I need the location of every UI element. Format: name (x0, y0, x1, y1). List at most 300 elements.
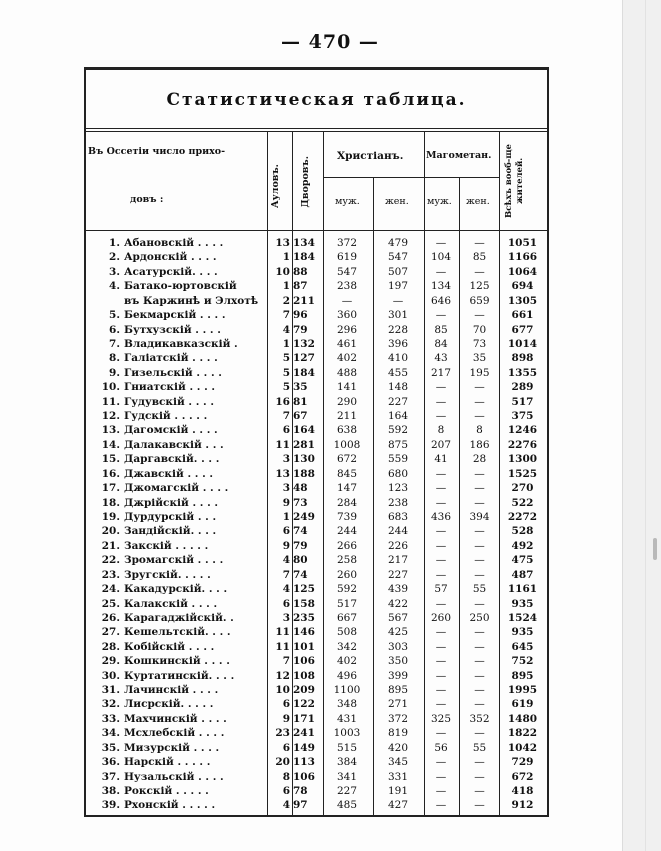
christian-female: 479 (387, 237, 409, 249)
christian-female: 238 (387, 496, 409, 509)
header-mohammedans: Магометан. (426, 150, 492, 161)
mohammedan-female: 70 (472, 323, 487, 336)
dvors-count: 96 (293, 309, 308, 322)
auls-count: 3 (282, 453, 290, 466)
row-number: 13. (101, 424, 120, 437)
christian-male: 341 (336, 770, 358, 783)
christian-female: 427 (387, 799, 409, 812)
parish-name: Асатурскій. . . . (124, 265, 218, 278)
mohammedan-male: — (435, 626, 447, 639)
row-number: 26. (101, 611, 120, 624)
mohammedan-male: — (435, 568, 447, 581)
parish-name: Закскій . . . . . (124, 539, 209, 552)
auls-count: 9 (282, 712, 290, 725)
auls-count: 12 (275, 669, 290, 682)
christian-male: 547 (336, 265, 358, 278)
mohammedan-female: — (474, 237, 485, 249)
dvors-count: 108 (293, 669, 315, 682)
auls-count: 7 (282, 410, 290, 423)
auls-count: 10 (275, 265, 290, 278)
auls-count: 13 (275, 237, 290, 249)
mohammedan-male: — (435, 482, 447, 495)
mohammedan-female: 394 (469, 510, 490, 523)
table-row (86, 409, 547, 423)
mohammedan-female: — (474, 784, 485, 797)
dvors-count: 249 (293, 510, 315, 523)
mohammedan-male: 56 (434, 741, 448, 754)
auls-count: 5 (282, 366, 290, 379)
total-inhabitants: 672 (511, 770, 534, 783)
christian-female: 148 (387, 381, 409, 394)
mohammedan-male: 325 (430, 712, 452, 725)
christian-male: 1100 (333, 684, 361, 697)
mohammedan-female: — (474, 698, 485, 711)
mohammedan-female: 85 (472, 251, 487, 264)
parish-name: Мсхлебскій . . . . (124, 727, 225, 740)
dvors-count: 74 (293, 568, 308, 581)
christian-male: 592 (336, 583, 358, 596)
row-number: 14. (101, 438, 120, 451)
auls-count: 7 (282, 309, 290, 322)
mohammedan-male: — (435, 799, 447, 812)
mohammedan-female: — (474, 669, 485, 682)
row-number: 11. (101, 395, 120, 408)
christian-male: 845 (336, 467, 358, 480)
parish-name: Какадурскій. . . . (124, 583, 228, 596)
auls-count: 6 (282, 424, 290, 437)
mohammedan-male: 8 (437, 424, 445, 437)
mohammedan-male: 134 (430, 280, 452, 293)
dvors-count: 241 (293, 727, 315, 740)
table-row (86, 798, 547, 812)
mohammedan-female: — (474, 568, 485, 581)
dvors-count: 281 (293, 438, 315, 451)
mohammedan-male: 84 (434, 337, 448, 350)
table-row (86, 380, 547, 394)
table-row (86, 294, 547, 308)
mohammedan-female: 352 (469, 712, 490, 725)
total-inhabitants: 1300 (507, 453, 538, 466)
total-inhabitants: 528 (511, 525, 534, 538)
total-inhabitants: 522 (511, 496, 534, 509)
total-inhabitants: 935 (511, 626, 534, 639)
auls-count: 1 (282, 510, 290, 523)
dvors-count: 79 (293, 323, 308, 336)
table-row (86, 568, 547, 582)
row-number: 36. (101, 756, 120, 769)
auls-count: 9 (282, 496, 290, 509)
mohammedan-female: 195 (469, 366, 490, 379)
dvors-count: 164 (293, 424, 315, 437)
table-row (86, 755, 547, 769)
mohammedan-female: 659 (469, 294, 490, 307)
christian-male: 284 (336, 496, 358, 509)
mohammedan-female: — (474, 770, 485, 783)
parish-name: Дагомскій . . . . (124, 424, 218, 437)
christian-male: 266 (336, 539, 358, 552)
christian-male: 372 (336, 237, 358, 249)
christian-female: — (392, 294, 404, 307)
christian-female: 425 (387, 626, 409, 639)
christian-female: 271 (387, 698, 409, 711)
header-bottom-rule (86, 230, 547, 231)
christian-female: 331 (387, 770, 409, 783)
dvors-count: 81 (293, 395, 308, 408)
row-number: 35. (101, 741, 120, 754)
total-inhabitants: 677 (511, 323, 534, 336)
christian-male: 360 (336, 309, 358, 322)
mohammedan-female: 55 (472, 583, 487, 596)
christian-female: 819 (387, 727, 409, 740)
scrollbar[interactable] (622, 0, 661, 851)
christian-male: 1008 (333, 438, 361, 451)
row-number: 17. (101, 482, 120, 495)
christian-female: 455 (387, 366, 409, 379)
row-number: 23. (101, 568, 120, 581)
christian-female: 227 (387, 568, 409, 581)
christian-male: 1003 (333, 727, 361, 740)
mohammedan-female: 125 (469, 280, 490, 293)
dvors-count: 78 (293, 784, 308, 797)
mohammedan-female: — (474, 554, 485, 567)
christian-male: 485 (336, 799, 358, 812)
dvors-count: 48 (293, 482, 308, 495)
christian-female: 372 (387, 712, 409, 725)
auls-count: 4 (282, 583, 290, 596)
christian-female: 191 (387, 784, 409, 797)
auls-count: 9 (282, 539, 290, 552)
table-row (86, 640, 547, 654)
christian-female: 895 (387, 684, 409, 697)
row-number: 5. (109, 309, 120, 322)
table-row (86, 337, 547, 351)
mohammedan-male: — (435, 770, 447, 783)
total-inhabitants: 1064 (507, 265, 538, 278)
dvors-count: 88 (293, 265, 308, 278)
parish-name: Ардонскій . . . . (124, 251, 217, 264)
auls-count: 6 (282, 525, 290, 538)
total-inhabitants: 895 (511, 669, 534, 682)
auls-count: 13 (275, 467, 290, 480)
christian-male: 672 (336, 453, 358, 466)
row-number: 37. (101, 770, 120, 783)
christian-female: 303 (387, 640, 409, 653)
table-row (86, 366, 547, 380)
christian-female: 592 (387, 424, 409, 437)
parish-name: Кошкинскій . . . . (124, 655, 230, 668)
table-row (86, 395, 547, 409)
auls-count: 6 (282, 597, 290, 610)
christian-female: 559 (387, 453, 409, 466)
auls-count: 2 (282, 294, 290, 307)
mohammedan-male: — (435, 395, 447, 408)
dvors-count: 130 (293, 453, 315, 466)
mohammedan-female: — (474, 395, 485, 408)
total-inhabitants: 935 (511, 597, 534, 610)
table-row (86, 784, 547, 798)
dvors-count: 158 (293, 597, 315, 610)
mohammedan-female: 28 (472, 453, 487, 466)
mohammedan-female: — (474, 626, 485, 639)
christian-male: 402 (336, 352, 358, 365)
total-inhabitants: 661 (511, 309, 534, 322)
christian-female: 422 (387, 597, 409, 610)
dvors-count: 134 (293, 237, 315, 249)
mohammedan-female: — (474, 756, 485, 769)
christian-male: 384 (336, 756, 358, 769)
auls-count: 11 (275, 626, 290, 639)
parish-name: Зромагскій . . . . (124, 554, 224, 567)
parish-name: Гизельскій . . . . (124, 366, 222, 379)
parish-name: Кобійскій . . . . (124, 640, 215, 653)
mohammedan-male: — (435, 655, 447, 668)
total-inhabitants: 475 (511, 554, 534, 567)
auls-count: 1 (282, 251, 290, 264)
header-top-rule-double (86, 131, 547, 132)
dvors-count: 146 (293, 626, 315, 639)
christian-female: 567 (387, 611, 409, 624)
auls-count: 5 (282, 352, 290, 365)
christian-female: 410 (387, 352, 409, 365)
parish-name: Даргавскій. . . . (124, 453, 220, 466)
total-inhabitants: 1014 (507, 337, 538, 350)
auls-count: 4 (282, 799, 290, 812)
mohammedan-male: 57 (434, 583, 448, 596)
mohammedan-male: — (435, 410, 447, 423)
row-number: 2. (109, 251, 120, 264)
dvors-count: 35 (293, 381, 308, 394)
total-inhabitants: 752 (511, 655, 534, 668)
dvors-count: 127 (293, 352, 315, 365)
row-number: 15. (101, 453, 120, 466)
parish-name: Нузальскій . . . . (124, 770, 224, 783)
row-number: 3. (109, 265, 120, 278)
row-number: 4. (109, 280, 120, 293)
mohammedan-male: 260 (430, 611, 452, 624)
parish-name: Куртатинскій. . . . (124, 669, 235, 682)
christian-male: 402 (336, 655, 358, 668)
total-inhabitants: 1995 (507, 684, 538, 697)
dvors-count: 209 (293, 684, 315, 697)
table-title: Статистическая таблица. (166, 90, 467, 110)
mohammedan-male: 85 (434, 323, 448, 336)
row-number: 21. (101, 539, 120, 552)
dvors-count: 79 (293, 539, 308, 552)
mohammedan-male: — (435, 727, 447, 740)
parish-name: Гниатскій . . . . (124, 381, 216, 394)
christian-male: 667 (336, 611, 358, 624)
dvors-count: 125 (293, 583, 315, 596)
total-inhabitants: 1355 (507, 366, 538, 379)
mohammedan-male: 217 (430, 366, 452, 379)
christian-male: 290 (336, 395, 358, 408)
christian-female: 547 (387, 251, 409, 264)
table-row (86, 438, 547, 452)
row-number: 27. (101, 626, 120, 639)
christian-male: 431 (336, 712, 358, 725)
table-row (86, 770, 547, 784)
total-inhabitants: 270 (511, 482, 534, 495)
christian-male: 342 (336, 640, 358, 653)
auls-count: 1 (282, 337, 290, 350)
parish-name: Нарскій . . . . . (124, 756, 211, 769)
christian-male: 260 (336, 568, 358, 581)
total-inhabitants: 1822 (507, 727, 538, 740)
row-number: 9. (109, 366, 120, 379)
mohammedan-female: — (474, 265, 485, 278)
christian-male: 141 (336, 381, 358, 394)
parish-name: Калакскій . . . . (124, 597, 218, 610)
christian-male: — (341, 294, 353, 307)
table-row (86, 712, 547, 726)
total-inhabitants: 1051 (507, 237, 538, 249)
mohammedan-male: — (435, 381, 447, 394)
total-inhabitants: 1480 (507, 712, 538, 725)
christian-male: 508 (336, 626, 358, 639)
christian-male: 517 (336, 597, 358, 610)
mohammedan-female: — (474, 410, 485, 423)
row-number: 19. (101, 510, 120, 523)
header-christian-male: муж. (335, 196, 360, 207)
table-row (86, 597, 547, 611)
table-row (86, 481, 547, 495)
row-number: 39. (101, 799, 120, 812)
mohammedan-female: — (474, 727, 485, 740)
christian-female: 680 (387, 467, 409, 480)
parish-name: Лисрскій. . . . . (124, 698, 214, 711)
christian-female: 123 (387, 482, 409, 495)
parish-name: Батако-юртовскій (124, 280, 237, 293)
dvors-count: 122 (293, 698, 315, 711)
mohammedan-male: 646 (430, 294, 452, 307)
table-row (86, 496, 547, 510)
parish-name: Владикавказскій . (124, 337, 238, 350)
row-number: 7. (109, 337, 120, 350)
mohammedan-male: — (435, 698, 447, 711)
dvors-count: 74 (293, 525, 308, 538)
row-number: 1. (109, 237, 120, 249)
row-number: 25. (101, 597, 120, 610)
parish-name: Джомагскій . . . . (124, 482, 229, 495)
total-inhabitants: 289 (511, 381, 534, 394)
table-row (86, 697, 547, 711)
parish-name: Зандійскій. . . . (124, 525, 217, 538)
total-inhabitants: 898 (511, 352, 534, 365)
parish-name: Рокскій . . . . . (124, 784, 209, 797)
mohammedan-female: — (474, 799, 485, 812)
scrollbar-track (645, 0, 646, 851)
row-number: 33. (101, 712, 120, 725)
dvors-count: 67 (293, 410, 308, 423)
christian-female: 227 (387, 395, 409, 408)
mohammedan-female: — (474, 640, 485, 653)
table-row (86, 611, 547, 625)
dvors-count: 132 (293, 337, 315, 350)
dvors-count: 235 (293, 611, 315, 624)
christian-male: 488 (336, 366, 358, 379)
total-inhabitants: 1524 (507, 611, 538, 624)
header-auls: Ауловъ. (270, 164, 281, 209)
dvors-count: 184 (293, 251, 315, 264)
mohammedan-female: 8 (476, 424, 483, 437)
parish-name: Галіатскій . . . . (124, 352, 218, 365)
parish-name: Далакавскій . . . (124, 438, 224, 451)
auls-count: 3 (282, 482, 290, 495)
table-row (86, 308, 547, 322)
total-inhabitants: 2276 (507, 438, 538, 451)
mohammedan-male: 207 (430, 438, 452, 451)
mohammedan-male: — (435, 756, 447, 769)
christian-female: 420 (387, 741, 409, 754)
mohammedan-female: 186 (469, 438, 490, 451)
table-row (86, 669, 547, 683)
dvors-count: 101 (293, 640, 315, 653)
auls-count: 20 (275, 756, 290, 769)
christian-male: 496 (336, 669, 358, 682)
mohammedan-male: — (435, 309, 447, 322)
row-number: 10. (101, 381, 120, 394)
auls-count: 16 (275, 395, 290, 408)
header-mohammedan-female: жен. (466, 196, 490, 207)
mohammedan-female: 250 (469, 611, 490, 624)
scrollbar-thumb[interactable] (653, 538, 657, 560)
dvors-count: 106 (293, 655, 315, 668)
auls-count: 6 (282, 698, 290, 711)
auls-count: 3 (282, 611, 290, 624)
christian-female: 164 (387, 410, 409, 423)
mohammedan-female: 35 (472, 352, 487, 365)
total-inhabitants: 1161 (507, 583, 538, 596)
mohammedan-female: — (474, 539, 485, 552)
total-inhabitants: 694 (511, 280, 534, 293)
parish-name: Карагаджійскій. . (124, 611, 234, 624)
header-parish-line2: довъ : (130, 194, 164, 205)
auls-count: 11 (275, 640, 290, 653)
statistics-table (84, 67, 549, 817)
mohammedan-female: — (474, 496, 485, 509)
parish-name: Бутхузскій . . . . (124, 323, 221, 336)
row-number: 12. (101, 410, 120, 423)
header-parish-line1: Въ Оссетіи число прихо- (88, 146, 226, 157)
mohammedan-male: — (435, 597, 447, 610)
parish-name: Мизурскій . . . . (124, 741, 220, 754)
table-row (86, 741, 547, 755)
total-inhabitants: 1166 (507, 251, 538, 264)
table-row (86, 625, 547, 639)
auls-count: 10 (275, 684, 290, 697)
total-inhabitants: 492 (511, 539, 534, 552)
mohammedan-male: — (435, 640, 447, 653)
total-inhabitants: 1246 (507, 424, 538, 437)
mohammedan-male: 104 (430, 251, 452, 264)
parish-name: Дурдурскій . . . (124, 510, 217, 523)
total-inhabitants: 375 (511, 410, 534, 423)
dvors-count: 87 (293, 280, 308, 293)
christian-female: 875 (387, 438, 409, 451)
dvors-count: 97 (293, 799, 308, 812)
header-christian-female: жен. (385, 196, 409, 207)
parish-name: Зругскій. . . . . (124, 568, 211, 581)
christian-female: 228 (387, 323, 409, 336)
row-number: 24. (101, 583, 120, 596)
christian-female: 683 (387, 510, 409, 523)
parish-name: Кешельтскій. . . . (124, 626, 231, 639)
mohammedan-female: — (474, 482, 485, 495)
mohammedan-female: — (474, 309, 485, 322)
dvors-count: 188 (293, 467, 315, 480)
parish-name: Абановскій . . . . (124, 237, 224, 249)
mohammedan-female: — (474, 467, 485, 480)
